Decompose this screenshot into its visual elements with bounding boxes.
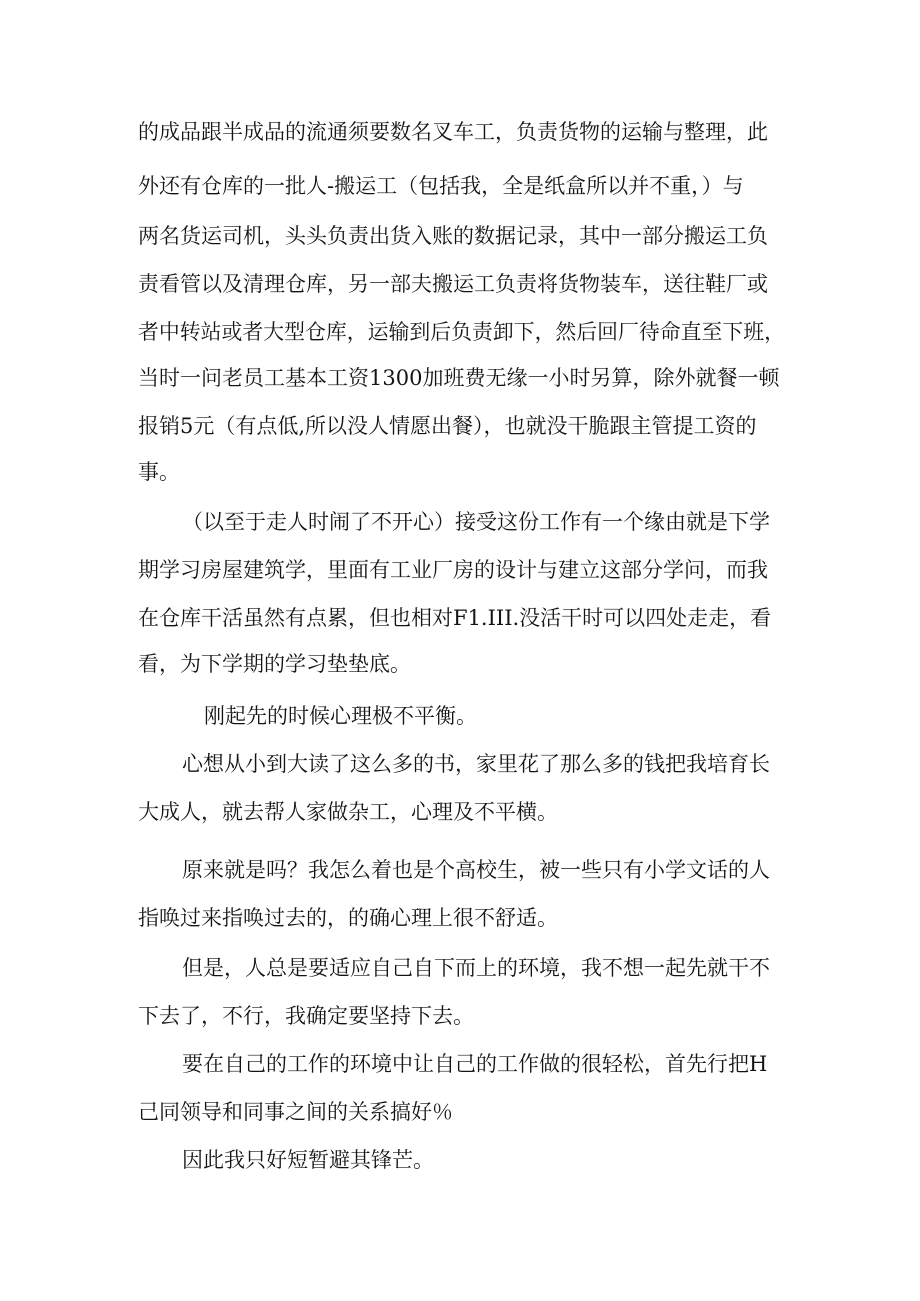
text-line: 两名货运司机，头头负责出货入账的数据记录，其中一部分搬运工负 bbox=[138, 224, 768, 248]
text-line: 下去了，不行，我确定要坚持下去。 bbox=[138, 1004, 474, 1028]
text-line: 外还有仓库的一批人-搬运工（包括我，全是纸盒所以并不重，）与 bbox=[138, 174, 744, 198]
text-line: 者中转站或者大型仓库，运输到后负责卸下，然后回厂待命直至下班， bbox=[138, 320, 786, 344]
text-line: 心想从小到大读了这么多的书，家里花了那么多的钱把我培育长 bbox=[182, 752, 770, 776]
text-line: 刚起先的时候心理极不平衡。 bbox=[204, 704, 477, 728]
text-line: 事。 bbox=[138, 460, 180, 484]
text-line: 责看管以及清理仓库，另一部夫搬运工负责将货物装车，送往鞋厂或 bbox=[138, 272, 768, 296]
text-line: 在仓库干活虽然有点累，但也相对F1.III.没活干时可以四处走走，看 bbox=[138, 606, 772, 630]
text-line: 看，为下学期的学习垫垫底。 bbox=[138, 652, 411, 676]
text-line: 但是，人总是要适应自己自下而上的环境，我不想一起先就干不 bbox=[182, 956, 770, 980]
text-line: 原来就是吗？我怎么着也是个高校生，被一些只有小学文话的人 bbox=[182, 858, 770, 882]
text-line: 报销5元（有点低,所以没人情愿出餐），也就没干脆跟主管提工资的 bbox=[138, 414, 757, 438]
text-line: （以至于走人时闹了不开心）接受这份工作有一个缘由就是下学 bbox=[182, 510, 770, 534]
text-line: 指唤过来指唤过去的，的确心理上很不舒适。 bbox=[138, 906, 558, 930]
text-line: 当时一问老员工基本工资1300加班费无缘一小时另算，除外就餐一顿 bbox=[138, 366, 780, 390]
text-line: 要在自己的工作的环境中让自己的工作做的很轻松，首先行把H bbox=[182, 1052, 768, 1076]
text-line: 大成人，就去帮人家做杂工，心理及不平横。 bbox=[138, 800, 558, 824]
text-line: 期学习房屋建筑学，里面有工业厂房的设计与建立这部分学问，而我 bbox=[138, 558, 768, 582]
text-line: 己同领导和同事之间的关系搞好％ bbox=[138, 1100, 453, 1124]
text-line: 的成品跟半成品的流通须要数名叉车工，负责货物的运输与整理，此 bbox=[138, 120, 768, 144]
text-line: 因此我只好短暂避其锋芒。 bbox=[182, 1148, 434, 1172]
